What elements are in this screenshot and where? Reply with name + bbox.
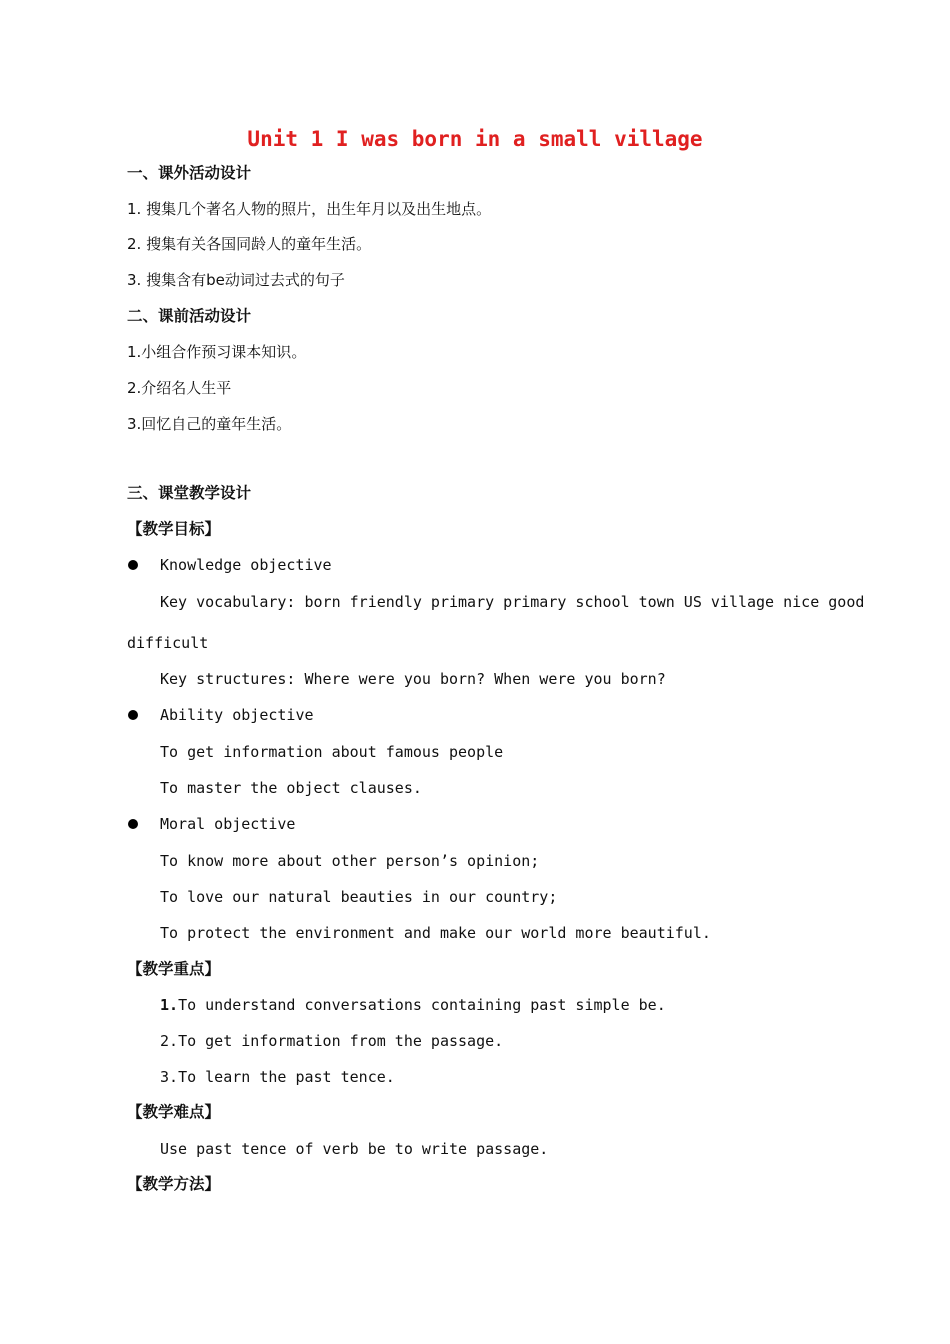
section-heading-preclass: 二、课前活动设计 bbox=[127, 307, 252, 325]
key-point-item bbox=[160, 1031, 503, 1051]
moral-objective-title: Moral objective bbox=[160, 815, 296, 833]
list-item: 1.小组合作预习课本知识。 bbox=[127, 343, 307, 361]
moral-line: To protect the environment and make our world more beautiful. bbox=[160, 924, 711, 942]
ability-line: To master the object clauses. bbox=[160, 779, 422, 797]
ability-line: To get information about famous people bbox=[160, 743, 504, 761]
methods-label: 【教学方法】 bbox=[127, 1175, 221, 1193]
key-structures-line: Key structures: Where were you born? When were you born? bbox=[160, 670, 666, 688]
moral-line: To know more about other person’s opinion; bbox=[160, 852, 540, 870]
bullet-icon bbox=[128, 710, 138, 720]
key-point-number: 3. bbox=[160, 1068, 179, 1086]
moral-line: To love our natural beauties in our country; bbox=[160, 888, 558, 906]
key-point-text: To understand conversations containing past simple be. bbox=[178, 996, 666, 1014]
difficulties-text: Use past tence of verb be to write passage. bbox=[160, 1140, 549, 1158]
bullet-icon bbox=[128, 560, 138, 570]
key-point-number: 1. bbox=[160, 996, 179, 1014]
key-vocabulary-line: Key vocabulary: born friendly primary primary school town US village nice good bbox=[160, 593, 865, 611]
knowledge-objective-title: Knowledge objective bbox=[160, 556, 332, 574]
key-points-label: 【教学重点】 bbox=[127, 960, 221, 978]
list-item: 2. 搜集有关各国同龄人的童年生活。 bbox=[127, 235, 372, 253]
key-point-text: To learn the past tence. bbox=[178, 1068, 395, 1086]
list-item: 2.介绍名人生平 bbox=[127, 379, 232, 397]
list-item: 3.回忆自己的童年生活。 bbox=[127, 415, 292, 433]
list-item: 1. 搜集几个著名人物的照片，出生年月以及出生地点。 bbox=[127, 200, 492, 218]
list-item: 3. 搜集含有be动词过去式的句子 bbox=[127, 271, 345, 289]
ability-objective-title: Ability objective bbox=[160, 706, 314, 724]
key-point-number: 2. bbox=[160, 1032, 179, 1050]
section-heading-classroom: 三、课堂教学设计 bbox=[127, 484, 252, 502]
objectives-label: 【教学目标】 bbox=[127, 520, 221, 538]
bullet-icon bbox=[128, 819, 138, 829]
key-point-text: To get information from the passage. bbox=[178, 1032, 504, 1050]
difficulties-label: 【教学难点】 bbox=[127, 1103, 221, 1121]
key-vocabulary-continued: difficult bbox=[127, 634, 209, 652]
document-title: Unit 1 I was born in a small village bbox=[247, 127, 703, 151]
key-point-item bbox=[160, 1067, 395, 1087]
section-heading-extracurricular: 一、课外活动设计 bbox=[127, 164, 252, 182]
key-point-item bbox=[160, 995, 666, 1015]
